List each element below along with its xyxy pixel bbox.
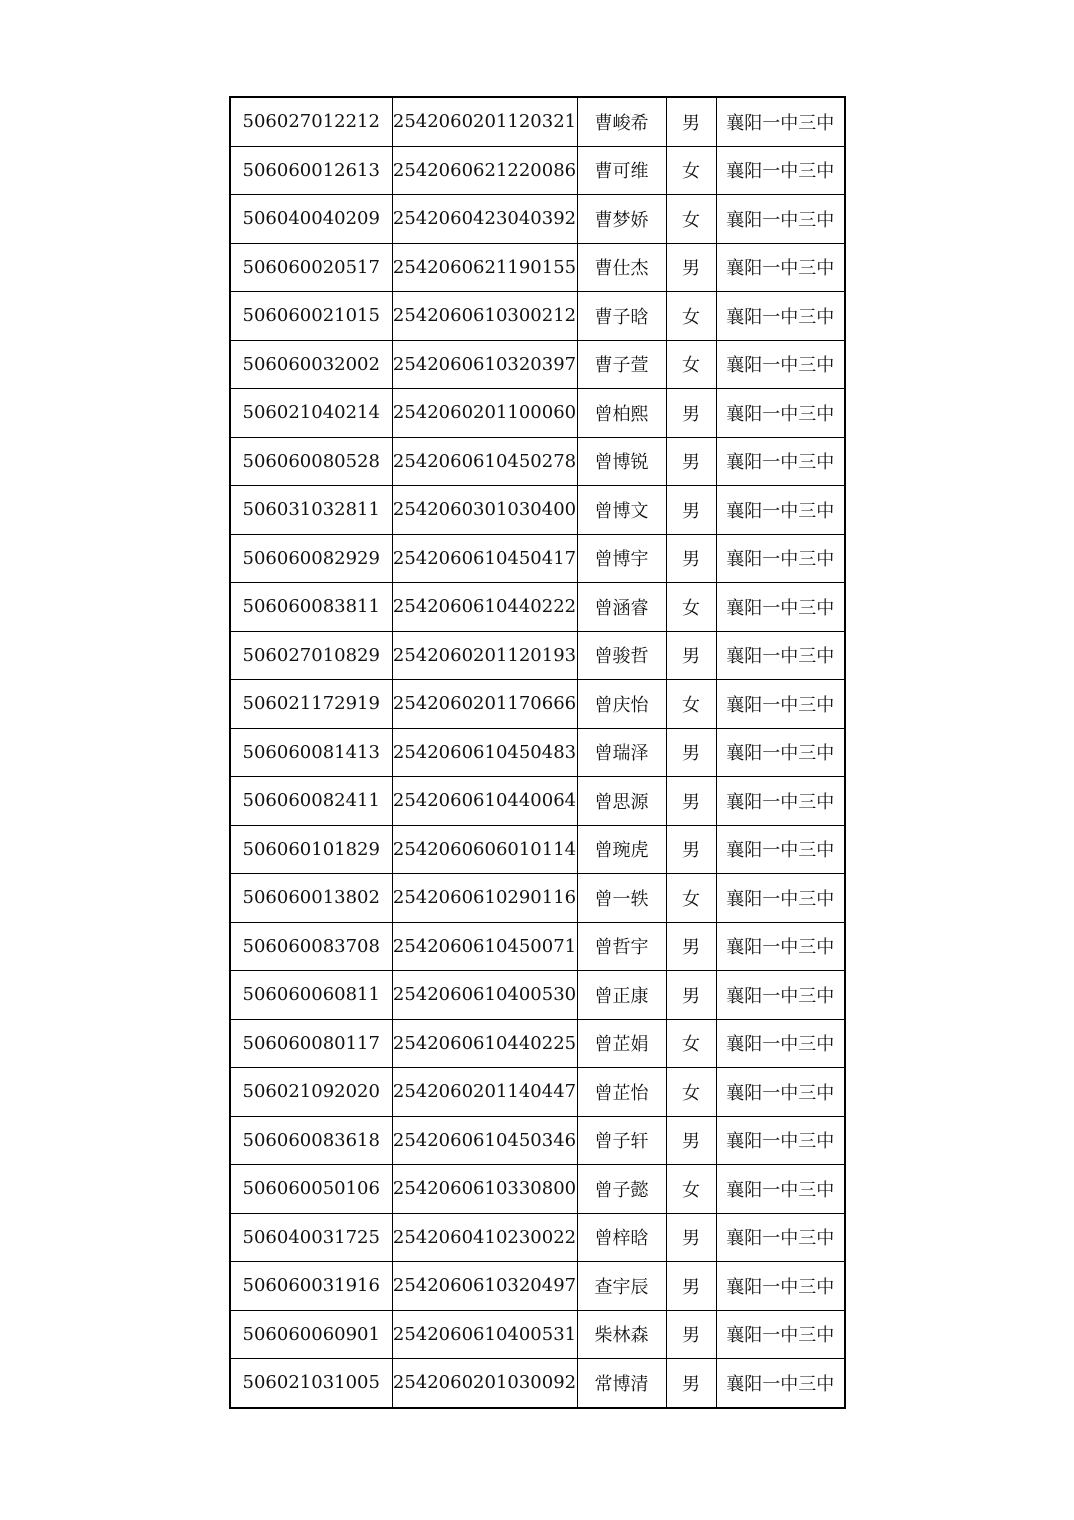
gender-cell: 男 (666, 922, 716, 971)
exam-number-cell: 506060031916 (230, 1262, 392, 1311)
student-name-cell: 曾庆怡 (577, 680, 666, 729)
school-cell: 襄阳一中三中 (716, 1165, 845, 1214)
student-id-cell: 2542060621220086 (392, 146, 577, 195)
school-cell: 襄阳一中三中 (716, 825, 845, 874)
school-cell: 襄阳一中三中 (716, 340, 845, 389)
school-cell: 襄阳一中三中 (716, 1068, 845, 1117)
student-id-cell: 2542060610440064 (392, 777, 577, 826)
gender-cell: 男 (666, 97, 716, 146)
table-row (230, 1068, 845, 1117)
student-id-cell: 2542060201030092 (392, 1359, 577, 1408)
gender-cell: 男 (666, 1116, 716, 1165)
student-id-cell: 2542060621190155 (392, 243, 577, 292)
table-row (230, 1165, 845, 1214)
gender-cell: 男 (666, 1310, 716, 1359)
student-id-cell: 2542060201120321 (392, 97, 577, 146)
student-id-cell: 2542060610450346 (392, 1116, 577, 1165)
school-cell: 襄阳一中三中 (716, 874, 845, 923)
student-id-cell: 2542060610330800 (392, 1165, 577, 1214)
student-name-cell: 曾正康 (577, 971, 666, 1020)
table-row (230, 1213, 845, 1262)
table-row (230, 97, 845, 146)
exam-number-cell: 506060080117 (230, 1019, 392, 1068)
table-row (230, 195, 845, 244)
table-row (230, 971, 845, 1020)
student-id-cell: 2542060610400530 (392, 971, 577, 1020)
gender-cell: 男 (666, 486, 716, 535)
school-cell: 襄阳一中三中 (716, 97, 845, 146)
table-row (230, 486, 845, 535)
student-name-cell: 曹可维 (577, 146, 666, 195)
school-cell: 襄阳一中三中 (716, 922, 845, 971)
exam-number-cell: 506040031725 (230, 1213, 392, 1262)
student-id-cell: 2542060610320497 (392, 1262, 577, 1311)
student-id-cell: 2542060610440222 (392, 583, 577, 632)
table-row (230, 292, 845, 341)
school-cell: 襄阳一中三中 (716, 534, 845, 583)
gender-cell: 女 (666, 1019, 716, 1068)
gender-cell: 女 (666, 195, 716, 244)
gender-cell: 男 (666, 243, 716, 292)
gender-cell: 男 (666, 728, 716, 777)
student-name-cell: 曹子晗 (577, 292, 666, 341)
school-cell: 襄阳一中三中 (716, 1019, 845, 1068)
exam-number-cell: 506060080528 (230, 437, 392, 486)
exam-number-cell: 506060083811 (230, 583, 392, 632)
table-row (230, 1359, 845, 1408)
student-name-cell: 曾骏哲 (577, 631, 666, 680)
student-id-cell: 2542060201140447 (392, 1068, 577, 1117)
table-row (230, 631, 845, 680)
exam-number-cell: 506060082411 (230, 777, 392, 826)
table-row (230, 922, 845, 971)
school-cell: 襄阳一中三中 (716, 1116, 845, 1165)
exam-number-cell: 506060020517 (230, 243, 392, 292)
gender-cell: 男 (666, 825, 716, 874)
exam-number-cell: 506060083708 (230, 922, 392, 971)
school-cell: 襄阳一中三中 (716, 195, 845, 244)
student-id-cell: 2542060606010114 (392, 825, 577, 874)
gender-cell: 男 (666, 1213, 716, 1262)
student-name-cell: 曾子懿 (577, 1165, 666, 1214)
gender-cell: 女 (666, 680, 716, 729)
school-cell: 襄阳一中三中 (716, 1310, 845, 1359)
gender-cell: 男 (666, 1359, 716, 1408)
student-name-cell: 曾梓晗 (577, 1213, 666, 1262)
student-name-cell: 曾一轶 (577, 874, 666, 923)
table-row (230, 680, 845, 729)
exam-number-cell: 506021031005 (230, 1359, 392, 1408)
student-id-cell: 2542060610450483 (392, 728, 577, 777)
exam-number-cell: 506060081413 (230, 728, 392, 777)
student-id-cell: 2542060201100060 (392, 389, 577, 438)
exam-number-cell: 506060060901 (230, 1310, 392, 1359)
exam-number-cell: 506060082929 (230, 534, 392, 583)
student-id-cell: 2542060610290116 (392, 874, 577, 923)
student-id-cell: 2542060410230022 (392, 1213, 577, 1262)
school-cell: 襄阳一中三中 (716, 243, 845, 292)
school-cell: 襄阳一中三中 (716, 631, 845, 680)
gender-cell: 女 (666, 874, 716, 923)
gender-cell: 男 (666, 437, 716, 486)
school-cell: 襄阳一中三中 (716, 486, 845, 535)
table-row (230, 1310, 845, 1359)
student-id-cell: 2542060201170666 (392, 680, 577, 729)
student-id-cell: 2542060201120193 (392, 631, 577, 680)
exam-number-cell: 506060021015 (230, 292, 392, 341)
table-row (230, 825, 845, 874)
school-cell: 襄阳一中三中 (716, 292, 845, 341)
exam-number-cell: 506021172919 (230, 680, 392, 729)
school-cell: 襄阳一中三中 (716, 777, 845, 826)
exam-number-cell: 506021092020 (230, 1068, 392, 1117)
student-name-cell: 曾瑞泽 (577, 728, 666, 777)
table-row (230, 146, 845, 195)
student-id-cell: 2542060610450071 (392, 922, 577, 971)
roster-body (230, 97, 845, 1408)
student-name-cell: 曾琬虎 (577, 825, 666, 874)
exam-number-cell: 506060101829 (230, 825, 392, 874)
table-row (230, 1262, 845, 1311)
exam-number-cell: 506060060811 (230, 971, 392, 1020)
table-row (230, 340, 845, 389)
table-row (230, 243, 845, 292)
exam-number-cell: 506027010829 (230, 631, 392, 680)
student-name-cell: 查宇辰 (577, 1262, 666, 1311)
table-row (230, 1116, 845, 1165)
table-row (230, 389, 845, 438)
student-name-cell: 曾芷娟 (577, 1019, 666, 1068)
student-id-cell: 2542060610320397 (392, 340, 577, 389)
student-name-cell: 曾柏熙 (577, 389, 666, 438)
student-name-cell: 曹梦娇 (577, 195, 666, 244)
exam-number-cell: 506031032811 (230, 486, 392, 535)
gender-cell: 女 (666, 1165, 716, 1214)
student-name-cell: 曹峻希 (577, 97, 666, 146)
school-cell: 襄阳一中三中 (716, 437, 845, 486)
student-name-cell: 曾芷怡 (577, 1068, 666, 1117)
table-row (230, 583, 845, 632)
school-cell: 襄阳一中三中 (716, 680, 845, 729)
table-row (230, 1019, 845, 1068)
gender-cell: 男 (666, 389, 716, 438)
school-cell: 襄阳一中三中 (716, 146, 845, 195)
exam-number-cell: 506060013802 (230, 874, 392, 923)
student-id-cell: 2542060423040392 (392, 195, 577, 244)
exam-number-cell: 506027012212 (230, 97, 392, 146)
student-name-cell: 常博清 (577, 1359, 666, 1408)
table-row (230, 777, 845, 826)
gender-cell: 男 (666, 631, 716, 680)
gender-cell: 女 (666, 292, 716, 341)
table-row (230, 534, 845, 583)
student-name-cell: 曾博文 (577, 486, 666, 535)
gender-cell: 男 (666, 971, 716, 1020)
table-row (230, 874, 845, 923)
student-id-cell: 2542060301030400 (392, 486, 577, 535)
gender-cell: 女 (666, 583, 716, 632)
student-id-cell: 2542060610300212 (392, 292, 577, 341)
student-name-cell: 曾哲宇 (577, 922, 666, 971)
table-row (230, 437, 845, 486)
student-name-cell: 曾博锐 (577, 437, 666, 486)
gender-cell: 男 (666, 1262, 716, 1311)
student-name-cell: 曾子轩 (577, 1116, 666, 1165)
school-cell: 襄阳一中三中 (716, 971, 845, 1020)
gender-cell: 男 (666, 534, 716, 583)
student-name-cell: 柴林森 (577, 1310, 666, 1359)
school-cell: 襄阳一中三中 (716, 1359, 845, 1408)
exam-number-cell: 506060083618 (230, 1116, 392, 1165)
gender-cell: 男 (666, 777, 716, 826)
gender-cell: 女 (666, 340, 716, 389)
school-cell: 襄阳一中三中 (716, 728, 845, 777)
gender-cell: 女 (666, 146, 716, 195)
exam-number-cell: 506040040209 (230, 195, 392, 244)
school-cell: 襄阳一中三中 (716, 1262, 845, 1311)
school-cell: 襄阳一中三中 (716, 1213, 845, 1262)
student-id-cell: 2542060610450278 (392, 437, 577, 486)
student-name-cell: 曾涵睿 (577, 583, 666, 632)
student-name-cell: 曹仕杰 (577, 243, 666, 292)
exam-number-cell: 506060050106 (230, 1165, 392, 1214)
student-id-cell: 2542060610450417 (392, 534, 577, 583)
student-roster-table (229, 96, 846, 1409)
school-cell: 襄阳一中三中 (716, 583, 845, 632)
gender-cell: 女 (666, 1068, 716, 1117)
student-name-cell: 曾博宇 (577, 534, 666, 583)
student-name-cell: 曾思源 (577, 777, 666, 826)
table-row (230, 728, 845, 777)
exam-number-cell: 506060012613 (230, 146, 392, 195)
school-cell: 襄阳一中三中 (716, 389, 845, 438)
exam-number-cell: 506060032002 (230, 340, 392, 389)
student-id-cell: 2542060610440225 (392, 1019, 577, 1068)
student-name-cell: 曹子萱 (577, 340, 666, 389)
exam-number-cell: 506021040214 (230, 389, 392, 438)
student-id-cell: 2542060610400531 (392, 1310, 577, 1359)
